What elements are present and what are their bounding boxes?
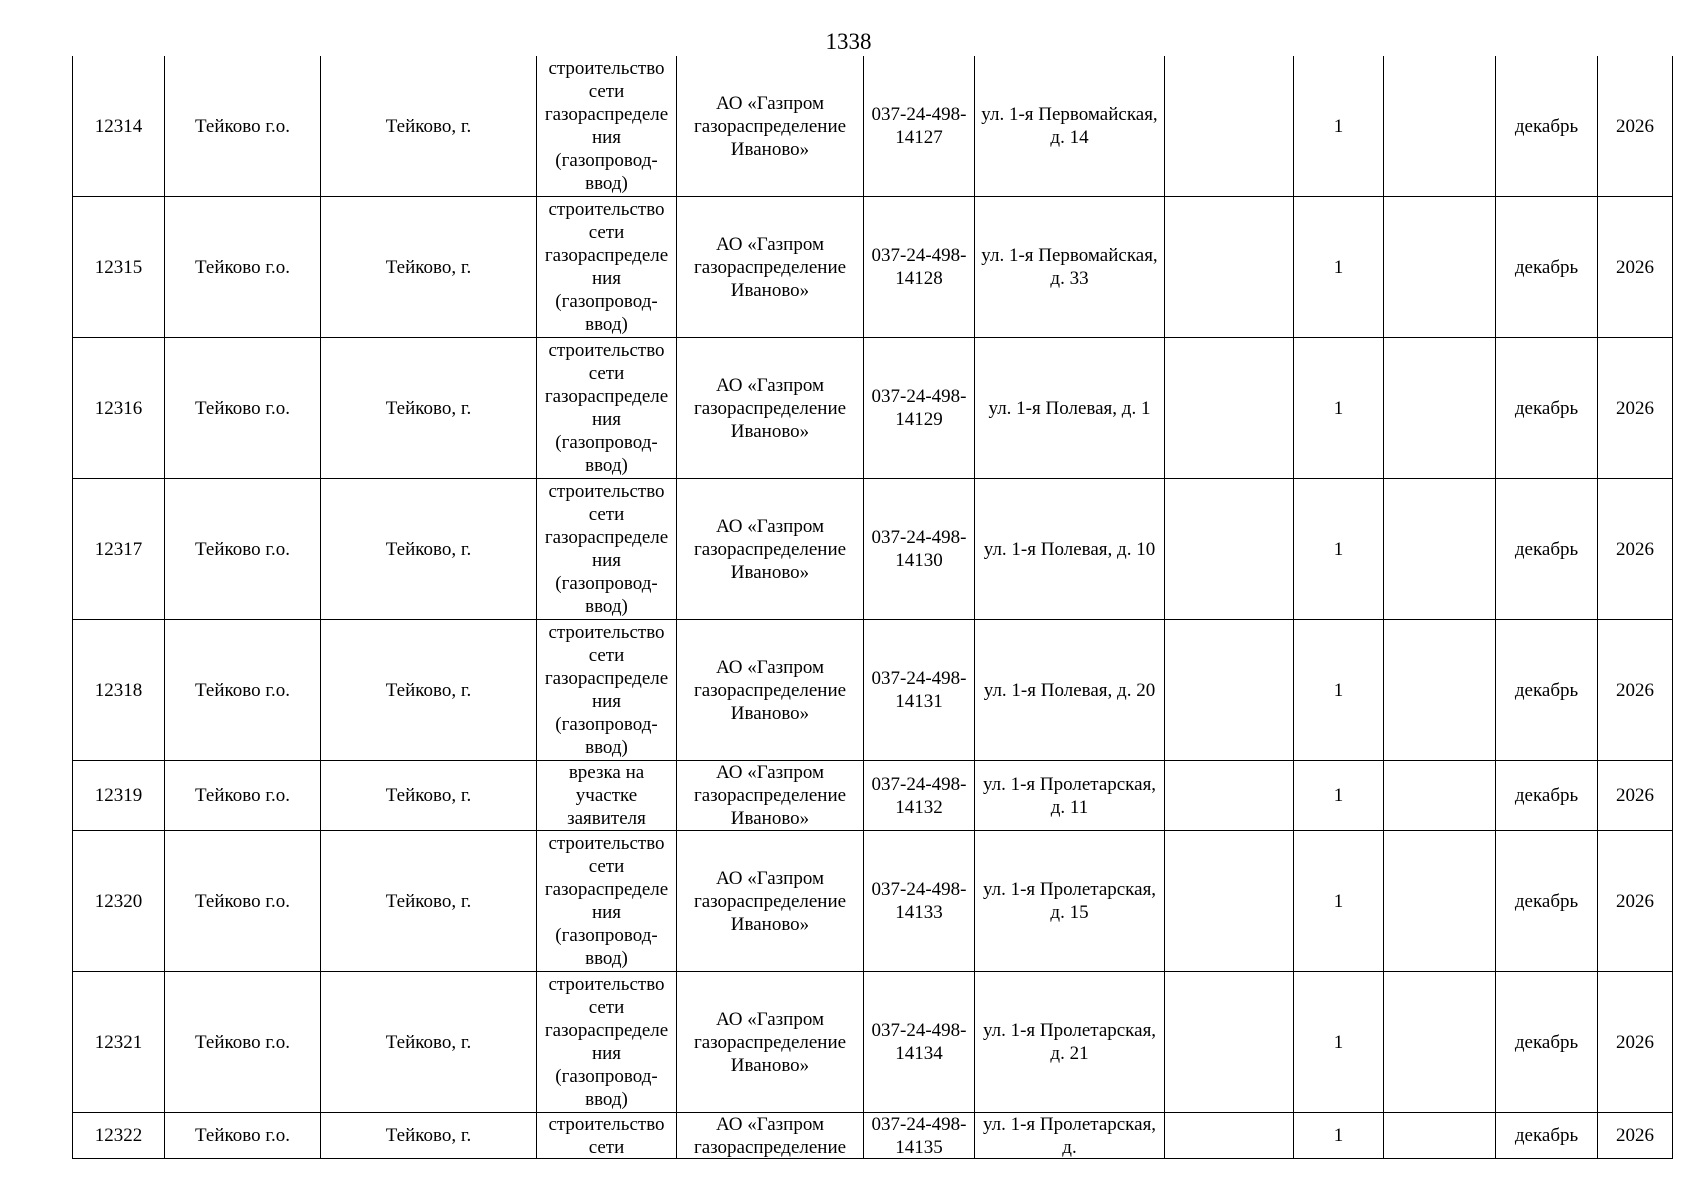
code-cell: 037-24-498-14131 bbox=[864, 620, 975, 761]
district-cell: Тейково г.о. bbox=[165, 479, 321, 620]
month-cell: декабрь bbox=[1496, 761, 1598, 831]
table-row bbox=[73, 972, 1673, 1113]
code-cell: 037-24-498-14132 bbox=[864, 761, 975, 831]
table-row bbox=[73, 761, 1673, 831]
row-number-cell: 12319 bbox=[73, 761, 165, 831]
locality-cell: Тейково, г. bbox=[321, 197, 537, 338]
district-cell: Тейково г.о. bbox=[165, 1113, 321, 1159]
district-cell: Тейково г.о. bbox=[165, 972, 321, 1113]
page-number: 1338 bbox=[825, 29, 872, 54]
organization-cell: АО «Газпром газораспределение Иваново» bbox=[677, 338, 864, 479]
code-cell: 037-24-498-14128 bbox=[864, 197, 975, 338]
address-text: ул. 1-я Пролетарская, д. bbox=[982, 1114, 1157, 1158]
year-cell: 2026 bbox=[1598, 1113, 1673, 1159]
empty-cell bbox=[1165, 338, 1294, 479]
code-cell: 037-24-498-14130 bbox=[864, 479, 975, 620]
row-number-cell: 12322 bbox=[73, 1113, 165, 1159]
empty-cell bbox=[1384, 1113, 1496, 1159]
work-type-cell: строительство сети газораспределения (газопровод-ввод) bbox=[537, 197, 677, 338]
row-number-cell: 12320 bbox=[73, 831, 165, 972]
district-cell: Тейково г.о. bbox=[165, 197, 321, 338]
locality-cell: Тейково, г. bbox=[321, 831, 537, 972]
address-cell: ул. 1-я Пролетарская, д. 11 bbox=[975, 761, 1165, 831]
work-type-cell bbox=[537, 1113, 677, 1159]
month-cell: декабрь bbox=[1496, 1113, 1598, 1159]
quantity-cell: 1 bbox=[1294, 761, 1384, 831]
quantity-cell: 1 bbox=[1294, 831, 1384, 972]
empty-cell bbox=[1165, 1113, 1294, 1159]
work-type-cell: строительство сети газораспределения (газопровод-ввод) bbox=[537, 338, 677, 479]
work-type-text: строительство сети bbox=[548, 1114, 665, 1158]
organization-cell: АО «Газпром газораспределение Иваново» bbox=[677, 972, 864, 1113]
table-row bbox=[73, 197, 1673, 338]
work-type-cell: строительство сети газораспределения (газопровод-ввод) bbox=[537, 620, 677, 761]
locality-cell: Тейково, г. bbox=[321, 479, 537, 620]
table-row bbox=[73, 831, 1673, 972]
district-cell: Тейково г.о. bbox=[165, 761, 321, 831]
empty-cell bbox=[1165, 620, 1294, 761]
work-type-cell: строительство сети газораспределения (газопровод-ввод) bbox=[537, 972, 677, 1113]
code-cell: 037-24-498-14134 bbox=[864, 972, 975, 1113]
district-cell: Тейково г.о. bbox=[165, 338, 321, 479]
empty-cell bbox=[1165, 761, 1294, 831]
work-type-cell: строительство сети газораспределения (газопровод-ввод) bbox=[537, 831, 677, 972]
empty-cell bbox=[1384, 56, 1496, 197]
locality-cell: Тейково, г. bbox=[321, 1113, 537, 1159]
empty-cell bbox=[1165, 831, 1294, 972]
registry-table bbox=[72, 56, 1673, 1159]
code-cell: 037-24-498-14129 bbox=[864, 338, 975, 479]
locality-cell: Тейково, г. bbox=[321, 972, 537, 1113]
code-cell: 037-24-498-14133 bbox=[864, 831, 975, 972]
address-cell: ул. 1-я Полевая, д. 20 bbox=[975, 620, 1165, 761]
quantity-cell: 1 bbox=[1294, 197, 1384, 338]
month-cell: декабрь bbox=[1496, 831, 1598, 972]
empty-cell bbox=[1384, 197, 1496, 338]
year-cell: 2026 bbox=[1598, 972, 1673, 1113]
work-type-cell: строительство сети газораспределения (газопровод-ввод) bbox=[537, 479, 677, 620]
quantity-cell: 1 bbox=[1294, 338, 1384, 479]
table-row bbox=[73, 56, 1673, 197]
address-cell: ул. 1-я Пролетарская, д. 15 bbox=[975, 831, 1165, 972]
organization-cell: АО «Газпром газораспределение Иваново» bbox=[677, 761, 864, 831]
year-cell: 2026 bbox=[1598, 479, 1673, 620]
locality-cell: Тейково, г. bbox=[321, 620, 537, 761]
table-row bbox=[73, 479, 1673, 620]
address-cell: ул. 1-я Первомайская, д. 33 bbox=[975, 197, 1165, 338]
work-type-cell: строительство сети газораспределения (газопровод-ввод) bbox=[537, 56, 677, 197]
month-cell: декабрь bbox=[1496, 479, 1598, 620]
address-cell: ул. 1-я Пролетарская, д. 21 bbox=[975, 972, 1165, 1113]
quantity-cell: 1 bbox=[1294, 479, 1384, 620]
locality-cell: Тейково, г. bbox=[321, 56, 537, 197]
empty-cell bbox=[1384, 761, 1496, 831]
year-cell: 2026 bbox=[1598, 56, 1673, 197]
row-number-cell: 12316 bbox=[73, 338, 165, 479]
month-cell: декабрь bbox=[1496, 197, 1598, 338]
code-cell bbox=[864, 1113, 975, 1159]
row-number-cell: 12314 bbox=[73, 56, 165, 197]
row-number-cell: 12318 bbox=[73, 620, 165, 761]
empty-cell bbox=[1384, 620, 1496, 761]
organization-cell: АО «Газпром газораспределение Иваново» bbox=[677, 56, 864, 197]
year-cell: 2026 bbox=[1598, 620, 1673, 761]
year-cell: 2026 bbox=[1598, 338, 1673, 479]
quantity-cell: 1 bbox=[1294, 1113, 1384, 1159]
empty-cell bbox=[1165, 479, 1294, 620]
district-cell: Тейково г.о. bbox=[165, 56, 321, 197]
locality-cell: Тейково, г. bbox=[321, 338, 537, 479]
month-cell: декабрь bbox=[1496, 620, 1598, 761]
address-cell: ул. 1-я Полевая, д. 1 bbox=[975, 338, 1165, 479]
row-number-cell: 12321 bbox=[73, 972, 165, 1113]
district-cell: Тейково г.о. bbox=[165, 831, 321, 972]
month-cell: декабрь bbox=[1496, 338, 1598, 479]
address-cell: ул. 1-я Полевая, д. 10 bbox=[975, 479, 1165, 620]
table-row bbox=[73, 338, 1673, 479]
empty-cell bbox=[1384, 972, 1496, 1113]
organization-cell: АО «Газпром газораспределение Иваново» bbox=[677, 831, 864, 972]
empty-cell bbox=[1384, 831, 1496, 972]
empty-cell bbox=[1384, 338, 1496, 479]
organization-cell: АО «Газпром газораспределение Иваново» bbox=[677, 479, 864, 620]
month-cell: декабрь bbox=[1496, 56, 1598, 197]
year-cell: 2026 bbox=[1598, 831, 1673, 972]
district-cell: Тейково г.о. bbox=[165, 620, 321, 761]
row-number-cell: 12315 bbox=[73, 197, 165, 338]
row-number-cell: 12317 bbox=[73, 479, 165, 620]
empty-cell bbox=[1165, 56, 1294, 197]
organization-cell bbox=[677, 1113, 864, 1159]
organization-cell: АО «Газпром газораспределение Иваново» bbox=[677, 197, 864, 338]
address-cell: ул. 1-я Первомайская, д. 14 bbox=[975, 56, 1165, 197]
year-cell: 2026 bbox=[1598, 197, 1673, 338]
code-text: 037-24-498-14135 bbox=[871, 1114, 967, 1158]
organization-text: АО «Газпром газораспределение bbox=[693, 1114, 847, 1158]
year-cell: 2026 bbox=[1598, 761, 1673, 831]
table-row bbox=[73, 1113, 1673, 1159]
quantity-cell: 1 bbox=[1294, 620, 1384, 761]
quantity-cell: 1 bbox=[1294, 972, 1384, 1113]
organization-cell: АО «Газпром газораспределение Иваново» bbox=[677, 620, 864, 761]
code-cell: 037-24-498-14127 bbox=[864, 56, 975, 197]
empty-cell bbox=[1165, 197, 1294, 338]
locality-cell: Тейково, г. bbox=[321, 761, 537, 831]
empty-cell bbox=[1384, 479, 1496, 620]
quantity-cell: 1 bbox=[1294, 56, 1384, 197]
month-cell: декабрь bbox=[1496, 972, 1598, 1113]
table-row bbox=[73, 620, 1673, 761]
work-type-cell: врезка на участке заявителя bbox=[537, 761, 677, 831]
empty-cell bbox=[1165, 972, 1294, 1113]
address-cell bbox=[975, 1113, 1165, 1159]
